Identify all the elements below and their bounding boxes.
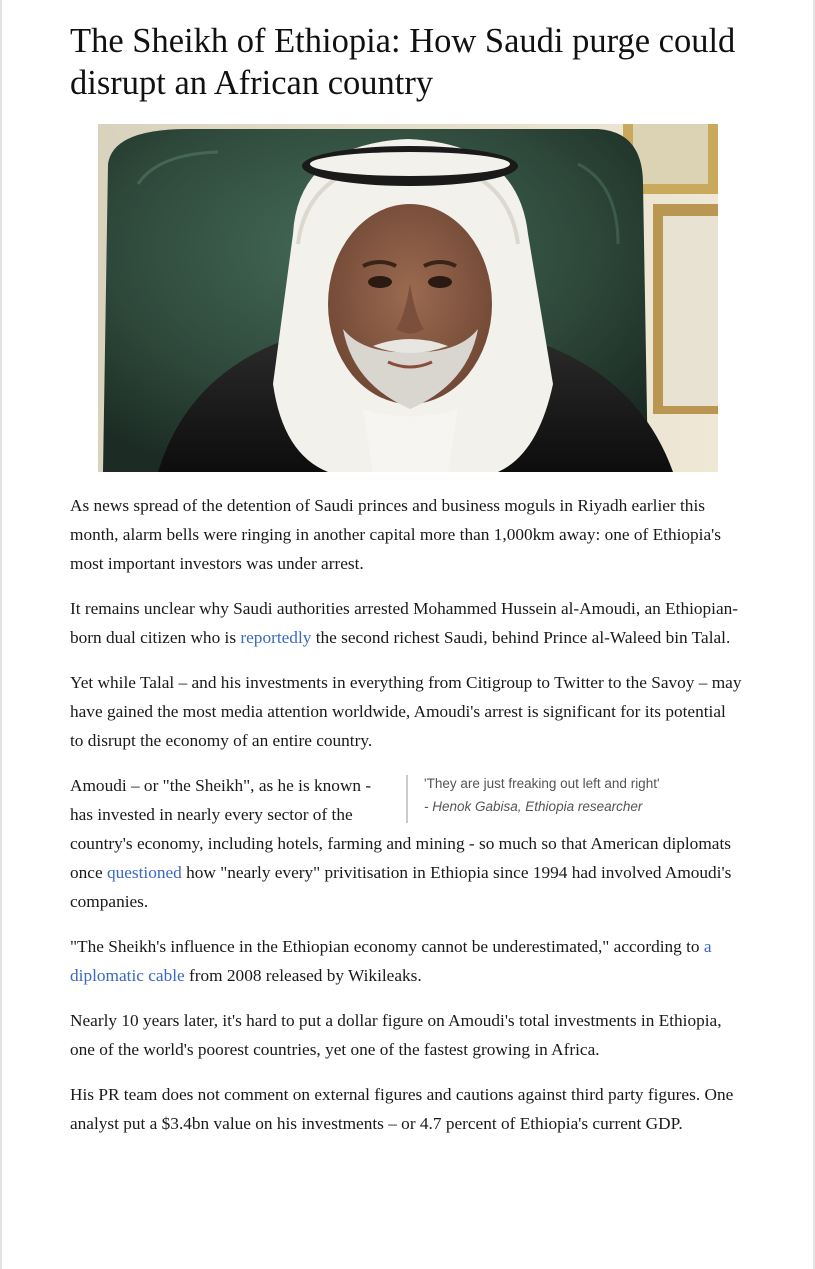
paragraph-5-text-b: from 2008 released by Wikileaks. bbox=[184, 966, 422, 985]
pull-quote bbox=[406, 773, 742, 829]
questioned-link[interactable]: questioned bbox=[106, 863, 182, 882]
article-headline: The Sheikh of Ethiopia: How Saudi purge could disrupt an African country bbox=[70, 22, 736, 102]
pull-quote-bar bbox=[406, 775, 408, 823]
paragraph-7: His PR team does not comment on external figures and cautions against third party figures. One analyst put a $3.4bn value on his investments – or 4.7 percent of Ethiopia's current GDP. bbox=[70, 1085, 734, 1133]
article bbox=[70, 20, 742, 1154]
paragraph-4-text-a: Amoudi – or "the Sheikh", as he is known - has invested in nearly every sector of the country's economy, including hotels, farming and mining - so much so that American diplomats once bbox=[70, 776, 731, 882]
diplomatic-cable-link[interactable]: a diplomatic cable bbox=[70, 937, 712, 985]
pull-quote-text: 'They are just freaking out left and right' bbox=[424, 776, 660, 791]
paragraph-4-text-b: how "nearly every" privitisation in Ethiopia since 1994 had involved Amoudi's companies. bbox=[70, 863, 732, 911]
paragraph-5-text-a: "The Sheikh's influence in the Ethiopian economy cannot be underestimated," according to bbox=[70, 937, 704, 956]
paragraph-2-text-a: It remains unclear why Saudi authorities arrested Mohammed Hussein al-Amoudi, an Ethiopian-born dual citizen who is bbox=[70, 599, 739, 647]
page-left-border bbox=[0, 0, 2, 1269]
paragraph-4 bbox=[70, 771, 742, 916]
article-body bbox=[70, 491, 742, 1138]
hero-image bbox=[98, 124, 718, 472]
reportedly-link[interactable]: reportedly bbox=[240, 628, 312, 647]
paragraph-3: Yet while Talal – and his investments in everything from Citigroup to Twitter to the Savoy – may have gained the most media attention worldwide, Amoudi's arrest is significant for its potential to disrupt the economy of an entire country. bbox=[70, 673, 742, 750]
pull-quote-attribution: - Henok Gabisa, Ethiopia researcher bbox=[424, 799, 643, 814]
paragraph-6: Nearly 10 years later, it's hard to put a dollar figure on Amoudi's total investments in Ethiopia, one of the world's poorest countries, yet one of the fastest growing in Africa. bbox=[70, 1011, 722, 1059]
portrait-photo bbox=[98, 124, 718, 472]
paragraph-5 bbox=[70, 932, 742, 990]
paragraph-1: As news spread of the detention of Saudi princes and business moguls in Riyadh earlier this month, alarm bells were ringing in another capital more than 1,000km away: one of Ethiopia's most important investors was under arrest. bbox=[70, 496, 721, 573]
paragraph-2 bbox=[70, 594, 742, 652]
paragraph-2-text-b: the second richest Saudi, behind Prince al-Waleed bin Talal. bbox=[311, 628, 731, 647]
